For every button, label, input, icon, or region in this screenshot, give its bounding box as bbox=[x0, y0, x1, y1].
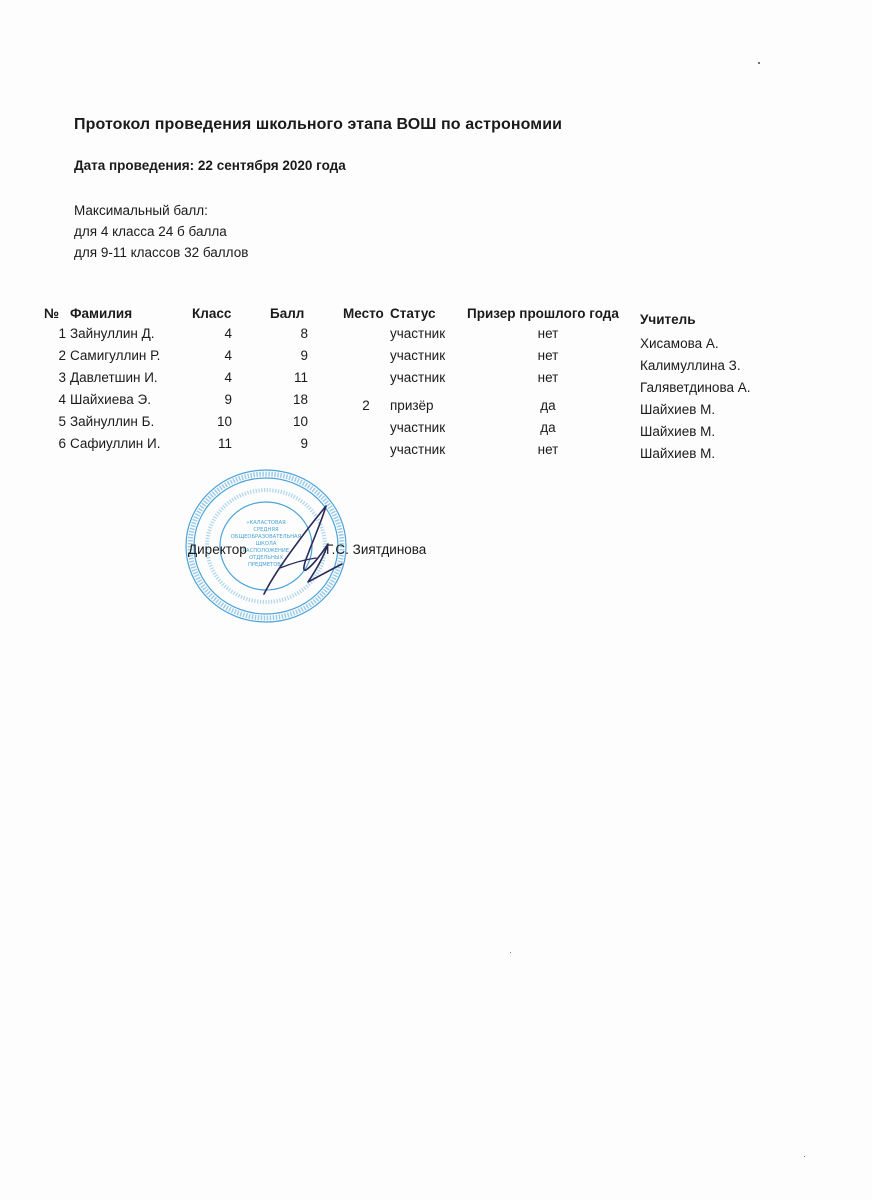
table-row bbox=[0, 414, 872, 439]
stamp-text-line: «КАЛАСТОВАЯ bbox=[246, 520, 286, 526]
stamp-text-line: СРЕДНЯЯ bbox=[253, 527, 279, 533]
director-name: Г.С. Зиятдинова bbox=[326, 542, 427, 557]
stamp-text-line: ОБЩЕОБРАЗОВАТЕЛЬНАЯ bbox=[230, 534, 302, 540]
row-class: 4 bbox=[224, 370, 232, 385]
document-title: Протокол проведения школьного этапа ВОШ по астрономии bbox=[74, 116, 563, 133]
row-prev-winner: нет bbox=[537, 326, 559, 341]
table-row bbox=[0, 348, 872, 373]
row-score: 9 bbox=[300, 348, 308, 363]
director-label: Директор bbox=[188, 542, 247, 557]
max-score-line: для 9-11 классов 32 баллов bbox=[74, 245, 249, 260]
stamp-text-line: ПРЕДМЕТОВ» bbox=[247, 562, 285, 568]
scan-speck bbox=[510, 952, 511, 953]
header-num: № bbox=[44, 306, 60, 321]
row-score: 11 bbox=[293, 370, 308, 385]
row-place: 2 bbox=[362, 398, 370, 413]
table-row bbox=[0, 370, 872, 395]
row-surname: Зайнуллин Д. bbox=[70, 326, 155, 341]
row-surname: Давлетшин И. bbox=[70, 370, 158, 385]
row-surname: Шайхиева Э. bbox=[70, 392, 151, 407]
row-class: 4 bbox=[224, 348, 232, 363]
row-status: участник bbox=[390, 326, 446, 341]
table-row bbox=[0, 326, 872, 351]
row-prev-winner: да bbox=[540, 420, 556, 435]
max-score-heading: Максимальный балл: bbox=[74, 203, 208, 218]
stamp-text-line: ШКОЛА bbox=[255, 541, 277, 547]
scan-speck bbox=[758, 62, 760, 64]
row-status: участник bbox=[390, 348, 446, 363]
row-status: участник bbox=[390, 370, 446, 385]
row-num: 4 bbox=[58, 392, 66, 407]
header-status: Статус bbox=[390, 306, 436, 321]
row-score: 10 bbox=[292, 414, 308, 429]
row-score: 8 bbox=[300, 326, 308, 341]
header-surname: Фамилия bbox=[70, 306, 133, 321]
max-score-line: для 4 класса 24 б балла bbox=[74, 224, 227, 239]
max-score-block bbox=[74, 200, 248, 263]
header-place: Место bbox=[343, 306, 384, 321]
event-date: Дата проведения: 22 сентября 2020 года bbox=[74, 158, 346, 173]
handwritten-signature bbox=[247, 498, 350, 608]
row-score: 18 bbox=[292, 392, 308, 407]
row-class: 10 bbox=[216, 414, 232, 429]
row-num: 1 bbox=[58, 326, 66, 341]
row-num: 5 bbox=[58, 414, 66, 429]
row-teacher: Хисамова А. bbox=[640, 336, 719, 351]
row-num: 2 bbox=[58, 348, 66, 363]
row-class: 9 bbox=[224, 392, 232, 407]
row-status: призёр bbox=[390, 398, 434, 413]
scan-speck bbox=[804, 1156, 805, 1157]
header-teacher: Учитель bbox=[640, 312, 696, 327]
row-prev-winner: нет bbox=[537, 348, 559, 363]
stamp-text-line: РАСПОЛОЖЕНИЕ bbox=[242, 548, 290, 554]
row-class: 4 bbox=[224, 326, 232, 341]
row-surname: Зайнуллин Б. bbox=[70, 414, 155, 429]
row-status: участник bbox=[390, 420, 446, 435]
row-surname: Самигуллин Р. bbox=[70, 348, 161, 363]
header-prev-winner: Призер прошлого года bbox=[467, 306, 619, 321]
row-prev-winner: нет bbox=[537, 442, 559, 457]
row-teacher: Галяветдинова А. bbox=[640, 380, 751, 395]
row-status: участник bbox=[390, 442, 446, 457]
table-row bbox=[0, 392, 872, 417]
header-score: Балл bbox=[270, 306, 305, 321]
row-prev-winner: да bbox=[540, 398, 556, 413]
row-score: 9 bbox=[300, 436, 308, 451]
row-num: 3 bbox=[58, 370, 66, 385]
row-class: 11 bbox=[217, 436, 232, 451]
row-prev-winner: нет bbox=[537, 370, 559, 385]
row-teacher: Калимуллина З. bbox=[640, 358, 741, 373]
row-teacher: Шайхиев М. bbox=[640, 402, 716, 417]
row-teacher: Шайхиев М. bbox=[640, 424, 716, 439]
row-surname: Сафиуллин И. bbox=[70, 436, 161, 451]
table-row bbox=[0, 436, 872, 461]
stamp-text-line: ОТДЕЛЬНЫХ bbox=[248, 555, 284, 561]
row-teacher: Шайхиев М. bbox=[640, 446, 716, 461]
header-class: Класс bbox=[192, 306, 232, 321]
row-num: 6 bbox=[58, 436, 66, 451]
